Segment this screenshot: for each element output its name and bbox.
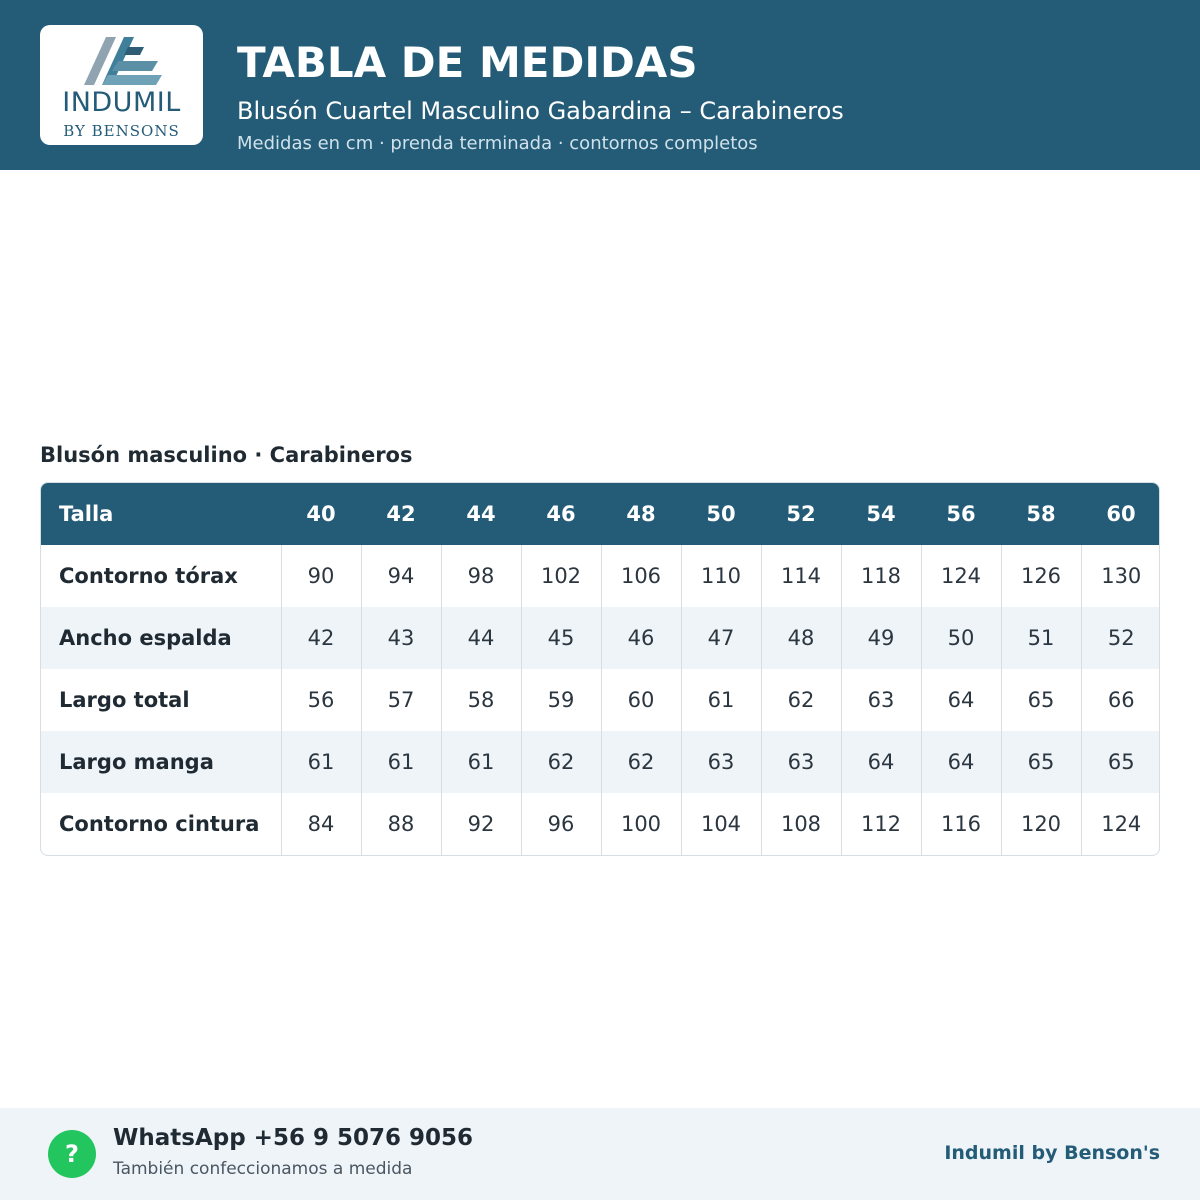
measurement-value: 61 (361, 731, 441, 793)
measurement-value: 61 (441, 731, 521, 793)
measurement-value: 56 (281, 669, 361, 731)
measurement-value: 92 (441, 793, 521, 855)
measurement-value: 112 (841, 793, 921, 855)
measurement-value: 59 (521, 669, 601, 731)
size-header-58: 58 (1026, 502, 1056, 526)
measurement-value: 61 (281, 731, 361, 793)
measurement-value: 120 (1001, 793, 1081, 855)
measurement-value: 66 (1081, 669, 1160, 731)
measurement-value: 126 (1001, 545, 1081, 607)
measurement-label: Ancho espalda (59, 626, 232, 650)
measurement-value: 104 (681, 793, 761, 855)
measurement-value: 62 (601, 731, 681, 793)
question-icon: ? (48, 1130, 96, 1178)
table-row (41, 607, 1160, 669)
measurement-value: 124 (921, 545, 1001, 607)
table-row (41, 545, 1160, 607)
measurement-value: 65 (1001, 669, 1081, 731)
logo (40, 25, 203, 145)
measurement-value: 100 (601, 793, 681, 855)
measurement-value: 44 (441, 607, 521, 669)
measurement-value: 94 (361, 545, 441, 607)
measurement-value: 51 (1001, 607, 1081, 669)
size-header-54: 54 (866, 502, 896, 526)
measurement-value: 47 (681, 607, 761, 669)
measurement-value: 88 (361, 793, 441, 855)
measurement-value: 49 (841, 607, 921, 669)
measurement-value: 62 (761, 669, 841, 731)
measurement-value: 65 (1001, 731, 1081, 793)
measurement-value: 116 (921, 793, 1001, 855)
measurement-value: 63 (841, 669, 921, 731)
measurement-value: 114 (761, 545, 841, 607)
size-header-46: 46 (546, 502, 576, 526)
measurement-value: 124 (1081, 793, 1160, 855)
logo-name: INDUMIL (62, 87, 181, 118)
measurement-value: 102 (521, 545, 601, 607)
measurement-value: 64 (841, 731, 921, 793)
size-header-50: 50 (706, 502, 736, 526)
measurement-value: 90 (281, 545, 361, 607)
measurement-value: 60 (601, 669, 681, 731)
table-header-row (41, 483, 1160, 545)
measurement-value: 84 (281, 793, 361, 855)
table-row (41, 793, 1160, 855)
measurement-value: 64 (921, 669, 1001, 731)
size-header-48: 48 (626, 502, 656, 526)
measurement-value: 45 (521, 607, 601, 669)
measurement-value: 108 (761, 793, 841, 855)
footer-brand: Indumil by Benson's (944, 1142, 1160, 1164)
size-table (40, 482, 1160, 856)
size-column-header: Talla (59, 502, 114, 526)
size-header-56: 56 (946, 502, 976, 526)
measurement-value: 63 (681, 731, 761, 793)
measurement-value: 50 (921, 607, 1001, 669)
measurement-label: Contorno cintura (59, 812, 260, 836)
measurement-value: 46 (601, 607, 681, 669)
logo-mark-icon (82, 31, 162, 87)
logo-subtitle: BY BENSONS (63, 122, 180, 140)
measurement-value: 43 (361, 607, 441, 669)
measurement-label: Contorno tórax (59, 564, 238, 588)
product-name: Blusón Cuartel Masculino Gabardina – Carabineros (237, 97, 844, 125)
table-row (41, 731, 1160, 793)
size-header-40: 40 (306, 502, 336, 526)
table-title: Blusón masculino · Carabineros (40, 443, 413, 467)
page-title: TABLA DE MEDIDAS (237, 38, 698, 87)
table-row (41, 669, 1160, 731)
measurement-value: 48 (761, 607, 841, 669)
size-header-52: 52 (786, 502, 816, 526)
size-header-42: 42 (386, 502, 416, 526)
measurement-value: 42 (281, 607, 361, 669)
size-header-60: 60 (1106, 502, 1136, 526)
measurement-value: 58 (441, 669, 521, 731)
size-header-44: 44 (466, 502, 496, 526)
whatsapp-contact[interactable]: WhatsApp +56 9 5076 9056 (113, 1125, 474, 1151)
measurement-value: 130 (1081, 545, 1160, 607)
measurement-value: 65 (1081, 731, 1160, 793)
measurement-label: Largo manga (59, 750, 214, 774)
measurement-value: 63 (761, 731, 841, 793)
footer (0, 1108, 1200, 1200)
measurement-label: Largo total (59, 688, 190, 712)
measurement-value: 118 (841, 545, 921, 607)
measurement-value: 110 (681, 545, 761, 607)
measurement-value: 106 (601, 545, 681, 607)
measurement-value: 96 (521, 793, 601, 855)
custom-tailoring-note: También confeccionamos a medida (113, 1159, 413, 1179)
measurement-value: 62 (521, 731, 601, 793)
header-banner (0, 0, 1200, 170)
measurement-value: 98 (441, 545, 521, 607)
measurement-value: 64 (921, 731, 1001, 793)
measurement-note: Medidas en cm · prenda terminada · contornos completos (237, 133, 758, 154)
measurement-value: 61 (681, 669, 761, 731)
measurement-value: 52 (1081, 607, 1160, 669)
measurement-value: 57 (361, 669, 441, 731)
